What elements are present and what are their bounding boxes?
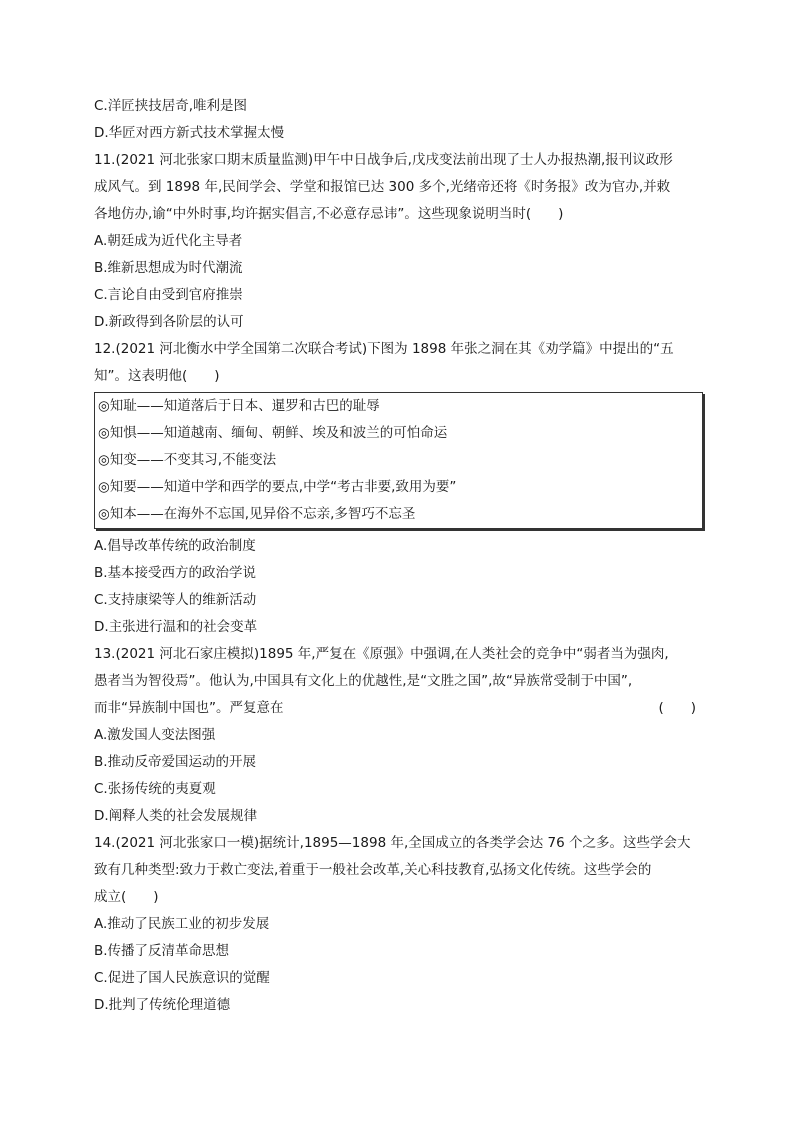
q14-option-d: D.批判了传统伦理道德 (94, 997, 231, 1013)
five-knowings-box (94, 392, 703, 529)
q14-stem-line2: 致有几种类型:致力于救亡变法,着重于一般社会改革,关心科技教育,弘扬文化传统。这些学会的 (94, 862, 652, 878)
q11-option-a: A.朝廷成为近代化主导者 (94, 233, 243, 249)
q13-stem-line1: 13.(2021 河北石家庄模拟)1895 年,严复在《原强》中强调,在人类社会的竞争中“弱者当为强肉, (94, 646, 669, 662)
q14-option-c: C.促进了国人民族意识的觉醒 (94, 970, 270, 986)
q13-answer-paren: ( ) (658, 700, 696, 716)
box-item-zhiju: ◎知惧——知道越南、缅甸、朝鲜、埃及和波兰的可怕命运 (98, 425, 448, 441)
q14-stem-line1: 14.(2021 河北张家口一模)据统计,1895—1898 年,全国成立的各类学会达 76 个之多。这些学会大 (94, 835, 691, 851)
q12-option-b: B.基本接受西方的政治学说 (94, 565, 257, 581)
q10-option-d: D.华匠对西方新式技术掌握太慢 (94, 125, 285, 141)
q13-stem-line2: 愚者当为智役焉”。他认为,中国具有文化上的优越性,是“文胜之国”,故“异族常受制于中国”, (94, 673, 633, 689)
exam-page (94, 93, 700, 1019)
q11-stem-line1: 11.(2021 河北张家口期末质量监测)甲午中日战争后,戊戌变法前出现了士人办报热潮,报刊议政形 (94, 152, 673, 168)
q12-option-d: D.主张进行温和的社会变革 (94, 619, 258, 635)
box-item-zhichi: ◎知耻——知道落后于日本、暹罗和古巴的耻辱 (98, 398, 380, 414)
q11-stem-line3: 各地仿办,谕“中外时事,均许据实倡言,不必意存忌讳”。这些现象说明当时( ) (94, 206, 564, 222)
box-item-zhiyao: ◎知要——知道中学和西学的要点,中学“考古非要,致用为要” (98, 479, 457, 495)
q13-stem-line3: 而非“异族制中国也”。严复意在 (94, 700, 284, 716)
q14-stem-line3: 成立( ) (94, 889, 159, 905)
q11-option-b: B.维新思想成为时代潮流 (94, 260, 243, 276)
q14-option-a: A.推动了民族工业的初步发展 (94, 916, 270, 932)
q12-option-a: A.倡导改革传统的政治制度 (94, 538, 256, 554)
q13-option-b: B.推动反帝爱国运动的开展 (94, 754, 257, 770)
q11-option-c: C.言论自由受到官府推崇 (94, 287, 243, 303)
q13-option-c: C.张扬传统的夷夏观 (94, 781, 216, 797)
box-item-zhiben: ◎知本——在海外不忘国,见异俗不忘亲,多智巧不忘圣 (98, 506, 416, 522)
q12-option-c: C.支持康梁等人的维新活动 (94, 592, 257, 608)
q13-option-d: D.阐释人类的社会发展规律 (94, 808, 258, 824)
box-item-zhibian: ◎知变——不变其习,不能变法 (98, 452, 277, 468)
q12-stem-line1: 12.(2021 河北衡水中学全国第二次联合考试)下图为 1898 年张之洞在其《劝学篇》中提出的“五 (94, 341, 674, 357)
q13-option-a: A.激发国人变法图强 (94, 727, 216, 743)
q11-option-d: D.新政得到各阶层的认可 (94, 314, 244, 330)
q12-stem-line2: 知”。这表明他( ) (94, 368, 220, 384)
q14-option-b: B.传播了反清革命思想 (94, 943, 230, 959)
q11-stem-line2: 成风气。到 1898 年,民间学会、学堂和报馆已达 300 多个,光绪帝还将《时务报》改为官办,并敕 (94, 179, 671, 195)
q10-option-c: C.洋匠挟技居奇,唯利是图 (94, 98, 248, 114)
q13-stem-line3-row (94, 695, 700, 722)
